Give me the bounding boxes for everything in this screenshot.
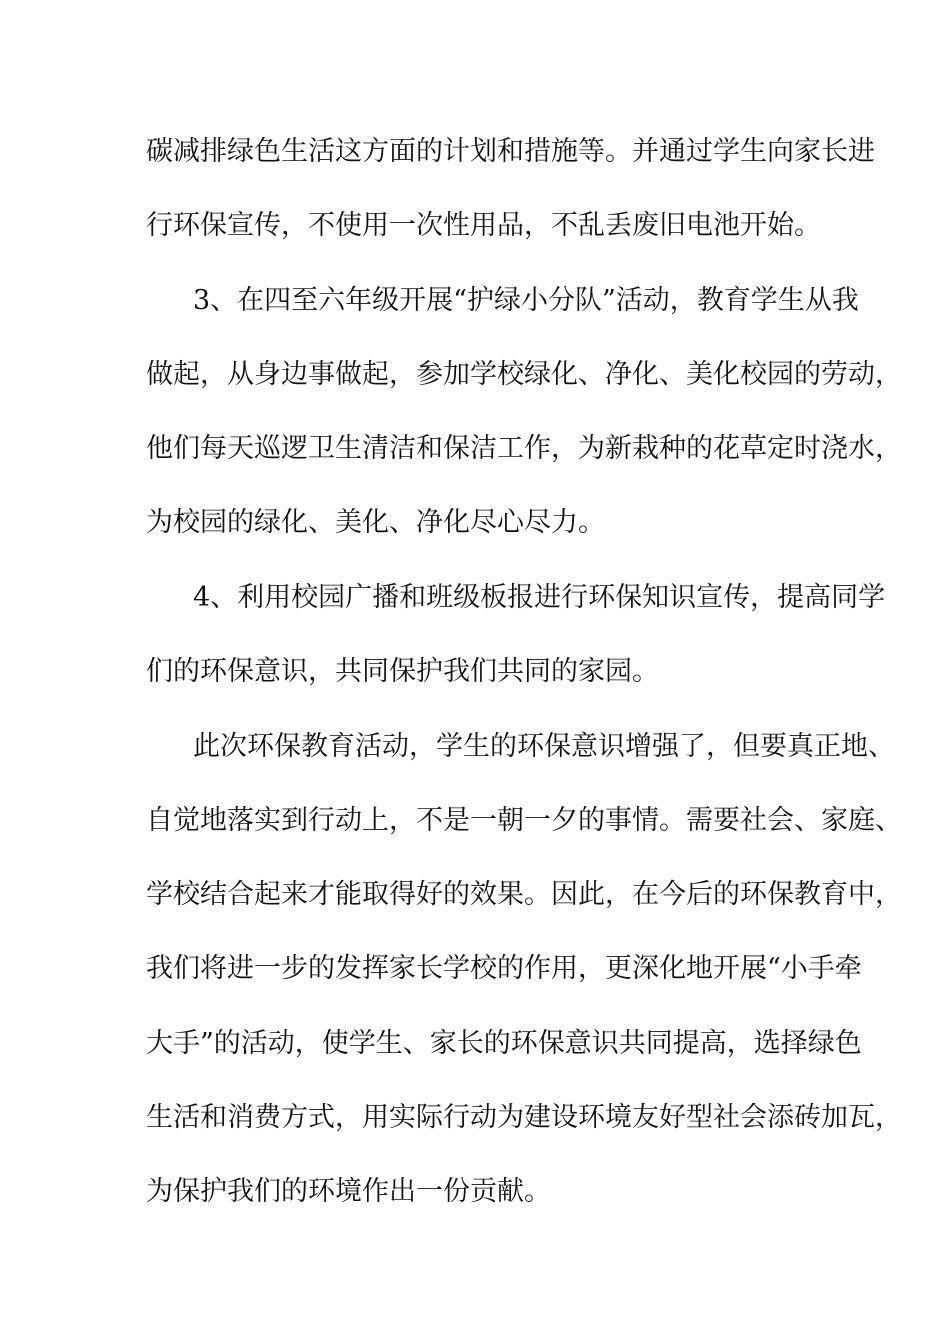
text-line: 生活和消费方式，用实际行动为建设环境友好型社会添砖加瓦， [146, 1102, 902, 1133]
text-line: 学校结合起来才能取得好的效果。因此，在今后的环保教育中， [146, 879, 902, 910]
text-line: 们的环保意识，共同保护我们共同的家园。 [146, 656, 659, 687]
text-line: 为校园的绿化、美化、净化尽心尽力。 [146, 507, 605, 538]
paragraph-start-line: 3、在四至六年级开展“护绿小分队”活动，教育学生从我 [193, 285, 859, 316]
text-line: 自觉地落实到行动上，不是一朝一夕的事情。需要社会、家庭、 [146, 805, 902, 836]
text-line: 大手”的活动，使学生、家长的环保意识共同提高，选择绿色 [146, 1028, 862, 1059]
text-line: 我们将进一步的发挥家长学校的作用，更深化地开展“小手牵 [146, 953, 862, 984]
paragraph-start-line: 4、利用校园广播和班级板报进行环保知识宣传，提高同学 [193, 582, 886, 613]
text-line: 行环保宣传，不使用一次性用品，不乱丢废旧电池开始。 [146, 210, 821, 241]
text-line: 他们每天巡逻卫生清洁和保洁工作，为新栽种的花草定时浇水， [146, 433, 902, 464]
paragraph-start-line: 此次环保教育活动，学生的环保意识增强了，但要真正地、 [193, 731, 895, 762]
text-line: 做起，从身边事做起，参加学校绿化、净化、美化校园的劳动， [146, 359, 902, 390]
text-line: 碳减排绿色生活这方面的计划和措施等。并通过学生向家长进 [146, 136, 875, 167]
text-line: 为保护我们的环境作出一份贡献。 [146, 1176, 551, 1207]
